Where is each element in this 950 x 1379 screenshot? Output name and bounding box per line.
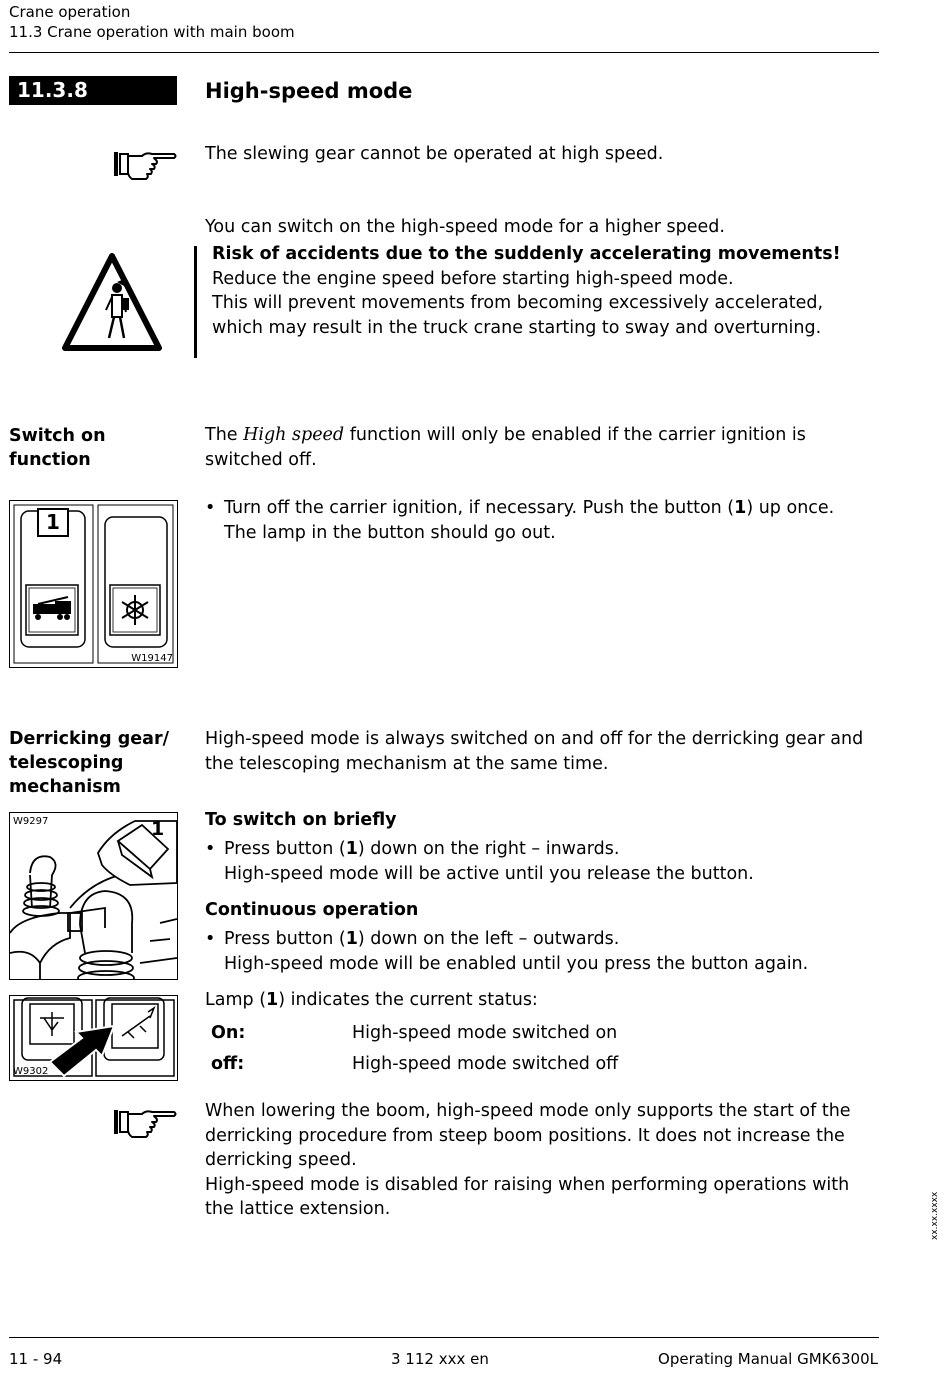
derricking-label	[9, 727, 189, 799]
brief-heading: To switch on briefly	[205, 810, 397, 830]
brief-post: ) down on the right – inwards.	[357, 839, 620, 859]
switch-on-label-line-1: Switch on	[9, 426, 106, 446]
lamp-state-row	[211, 1021, 618, 1046]
continuous-num: 1	[345, 929, 358, 949]
continuous-line-2: High-speed mode will be enabled until you press the button again.	[224, 953, 809, 974]
continuous-pre: Press button (	[224, 929, 346, 949]
warning-bar	[194, 246, 197, 358]
switch-on-label-line-2: function	[9, 450, 91, 470]
lamp-state-key: off:	[211, 1053, 245, 1074]
switch-on-bullet-num: 1	[734, 498, 747, 518]
warning-line-3: which may result in the truck crane starting to sway and overturning.	[212, 317, 822, 338]
brief-num: 1	[345, 839, 358, 859]
pointing-hand-icon	[112, 1104, 178, 1140]
joystick-figure-id: W9297	[13, 816, 49, 827]
figure-joystick	[9, 812, 178, 980]
footer-page-number: 11 - 94	[9, 1350, 63, 1368]
lamp-status-text	[205, 988, 538, 1013]
derricking-label-line-3: mechanism	[9, 777, 121, 797]
brief-bullet: • Press button (1) down on the right – inwards. High-speed mode will be active until you release the button.	[205, 837, 894, 886]
footer-doc-number: 3 112 xxx en	[391, 1350, 489, 1368]
derricking-intro-line-1: High-speed mode is always switched on and off for the derricking gear and	[205, 729, 864, 749]
switch-on-bullet: • Turn off the carrier ignition, if necessary. Push the button (1) up once. The lamp in the button should go out.	[205, 496, 894, 545]
lamp-state-row	[211, 1052, 618, 1077]
header-rule	[9, 52, 879, 53]
derricking-intro-line-2: the telescoping mechanism at the same time.	[205, 753, 609, 774]
header-chapter: Crane operation	[9, 3, 131, 21]
joystick-callout: 1	[151, 818, 165, 840]
brief-pre: Press button (	[224, 839, 346, 859]
switch-on-text-post: function will only be enabled if the carrier ignition is	[344, 425, 806, 445]
note-lowering-boom	[205, 1099, 851, 1222]
switch-on-bullet-pre: Turn off the carrier ignition, if necessary. Push the button (	[224, 498, 735, 518]
switch-panel-drawing	[10, 501, 177, 667]
pointing-hand-icon	[112, 146, 178, 182]
lamp-state-key: On:	[211, 1023, 246, 1043]
section-title: High-speed mode	[205, 79, 413, 103]
header-section: 11.3 Crane operation with main boom	[9, 23, 295, 41]
switch-on-text-line-2: switched off.	[205, 449, 317, 470]
side-date-code: xx.xx.xxxx	[930, 1191, 940, 1240]
continuous-post: ) down on the left – outwards.	[357, 929, 620, 949]
note-slewing: The slewing gear cannot be operated at high speed.	[205, 144, 664, 164]
switch-on-label	[9, 424, 189, 472]
lamp-num: 1	[266, 990, 279, 1010]
switch-on-bullet-line-2: The lamp in the button should go out.	[224, 522, 556, 543]
derricking-label-line-1: Derricking gear/	[9, 729, 169, 749]
lamp-state-table	[211, 1021, 618, 1076]
section-number: 11.3.8	[9, 76, 177, 105]
figure-lamp-buttons	[9, 995, 178, 1081]
footer-manual-title: Operating Manual GMK6300L	[658, 1350, 878, 1368]
note2-line-5: the lattice extension.	[205, 1199, 391, 1219]
high-speed-function-name: High speed	[243, 425, 345, 445]
lamp-buttons-figure-id: W9302	[13, 1066, 49, 1077]
lamp-state-value: High-speed mode switched on	[352, 1023, 618, 1043]
warning-triangle-icon	[62, 252, 162, 352]
note2-line-1: When lowering the boom, high-speed mode only supports the start of the	[205, 1101, 851, 1121]
intro-text: You can switch on the high-speed mode for a higher speed.	[205, 217, 725, 237]
switch-panel-figure-id: W19147	[131, 653, 173, 664]
warning-line-1: Reduce the engine speed before starting high-speed mode.	[212, 268, 734, 289]
warning-heading: Risk of accidents due to the suddenly accelerating movements!	[212, 244, 841, 264]
lamp-post: ) indicates the current status:	[278, 990, 538, 1010]
warning-line-2: This will prevent movements from becoming excessively accelerated,	[212, 293, 824, 313]
derricking-label-line-2: telescoping	[9, 753, 124, 773]
note2-line-3: derricking speed.	[205, 1150, 357, 1170]
lamp-state-value: High-speed mode switched off	[352, 1053, 619, 1074]
continuous-bullet: • Press button (1) down on the left – outwards. High-speed mode will be enabled until you press the button again.	[205, 927, 894, 976]
switch-panel-callout: 1	[46, 510, 60, 534]
lamp-pre: Lamp (	[205, 990, 267, 1010]
footer-rule	[9, 1337, 879, 1338]
continuous-heading: Continuous operation	[205, 900, 419, 920]
switch-on-text-pre: The	[205, 425, 244, 445]
note2-line-4: High-speed mode is disabled for raising when performing operations with	[205, 1174, 850, 1195]
switch-on-text	[205, 423, 806, 472]
figure-switch-panel	[9, 500, 178, 668]
warning-block	[212, 242, 841, 340]
derricking-intro	[205, 727, 863, 776]
switch-on-bullet-post: ) up once.	[746, 498, 835, 518]
note2-line-2: derricking procedure from steep boom positions. It does not increase the	[205, 1125, 845, 1146]
brief-line-2: High-speed mode will be active until you release the button.	[224, 863, 754, 884]
